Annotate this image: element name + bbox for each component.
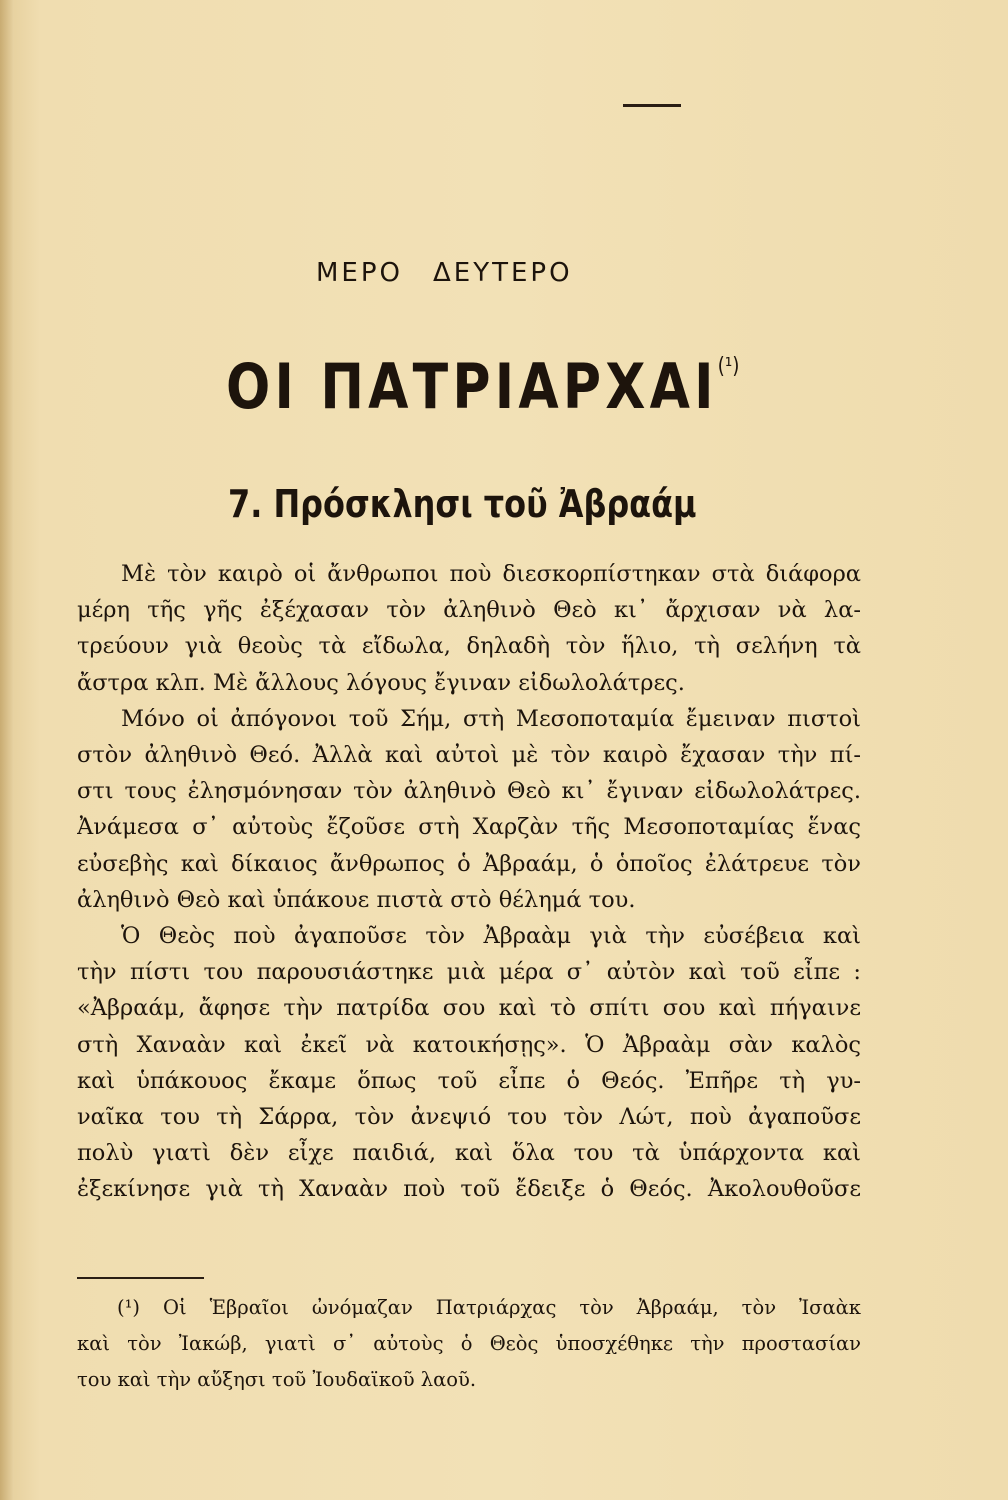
chapter-title-text: ΟΙ ΠΑΤΡΙΑΡΧΑΙ (226, 350, 718, 423)
text-line: τὴν πίστι του παρουσιάστηκε μιὰ μέρα σ᾿ αὐτὸν καὶ τοῦ εἶπε : (77, 959, 861, 986)
text-line: τρεύουν γιὰ θεοὺς τὰ εἴδωλα, δηλαδὴ τὸν ἥλιο, τὴ σελήνη τὰ (77, 633, 861, 660)
text-line: στὸν ἀληθινὸ Θεό. Ἀλλὰ καὶ αὐτοὶ μὲ τὸν καιρὸ ἔχασαν τὴν πί- (77, 742, 861, 769)
text-line: στι τους ἐλησμόνησαν τὸν ἀληθινὸ Θεὸ κι᾿ ἔγιναν εἰδωλολάτρες. (77, 778, 861, 805)
text-line: πολὺ γιατὶ δὲν εἶχε παιδιά, καὶ ὅλα του τὰ ὑπάρχοντα καὶ (77, 1140, 861, 1167)
text-line: ναῖκα του τὴ Σάρρα, τὸν ἀνεψιό του τὸν Λώτ, ποὺ ἀγαποῦσε (77, 1104, 861, 1131)
page-binding-edge (0, 0, 14, 1500)
section-heading: 7. Πρόσκλησι τοῦ Ἀβραάμ (228, 482, 697, 526)
part-label-word2: ΔΕΥΤΕΡΟ (433, 258, 573, 288)
text-line: ἐξεκίνησε γιὰ τὴ Χαναὰν ποὺ τοῦ ἔδειξε ὁ Θεός. Ἀκολουθοῦσε (77, 1176, 861, 1203)
text-line: Μόνο οἱ ἀπόγονοι τοῦ Σήμ, στὴ Μεσοποταμία ἔμειναν πιστοὶ (121, 705, 861, 732)
text-line: Μὲ τὸν καιρὸ οἱ ἄνθρωποι ποὺ διεσκορπίστηκαν στὰ διάφορα (121, 561, 861, 587)
chapter-title (226, 350, 740, 423)
text-line: Ὁ Θεὸς ποὺ ἀγαποῦσε τὸν Ἀβραὰμ γιὰ τὴν εὐσέβεια καὶ (121, 923, 861, 950)
text-line: «Ἀβραάμ, ἄφησε τὴν πατρίδα σου καὶ τὸ σπίτι σου καὶ πήγαινε (77, 995, 861, 1022)
footnote-line: (¹) Οἱ Ἑβραῖοι ὠνόμαζαν Πατριάρχας τὸν Ἀβραάμ, τὸν Ἰσαὰκ (117, 1296, 861, 1319)
text-line: στὴ Χαναὰν καὶ ἐκεῖ νὰ κατοικήσῃς». Ὁ Ἀβραὰμ σὰν καλὸς (77, 1031, 861, 1058)
footnote-separator (77, 1277, 204, 1279)
text-line: μέρη τῆς γῆς ἐξέχασαν τὸν ἀληθινὸ Θεὸ κι᾿ ἄρχισαν νὰ λα- (77, 597, 861, 624)
text-line: καὶ ὑπάκουος ἔκαμε ὅπως τοῦ εἶπε ὁ Θεός. Ἐπῆρε τὴ γυ- (77, 1067, 861, 1094)
footnote (77, 1290, 861, 1398)
text-line: ἀληθινὸ Θεὸ καὶ ὑπάκουε πιστὰ στὸ θέλημά του. (77, 886, 636, 913)
part-label (316, 258, 716, 288)
text-line: ἄστρα κλπ. Μὲ ἄλλους λόγους ἔγιναν εἰδωλολάτρες. (77, 669, 685, 696)
text-line: Ἀνάμεσα σ᾿ αὐτοὺς ἔζοῦσε στὴ Χαρζὰν τῆς Μεσοποταμίας ἕνας (77, 814, 861, 841)
body-text (77, 556, 861, 1208)
footnote-reference-mark: (¹) (717, 354, 740, 379)
top-decorative-rule (623, 104, 681, 107)
text-line: εὐσεβὴς καὶ δίκαιος ἄνθρωπος ὁ Ἀβραάμ, ὁ ὁποῖος ἐλάτρευε τὸν (77, 850, 861, 877)
footnote-line: καὶ τὸν Ἰακώβ, γιατὶ σ᾿ αὐτοὺς ὁ Θεὸς ὑποσχέθηκε τὴν προστασίαν (77, 1332, 861, 1355)
footnote-line: του καὶ τὴν αὔξησι τοῦ Ἰουδαϊκοῦ λαοῦ. (77, 1368, 477, 1391)
part-label-word1: ΜΕΡΟ (316, 258, 404, 288)
